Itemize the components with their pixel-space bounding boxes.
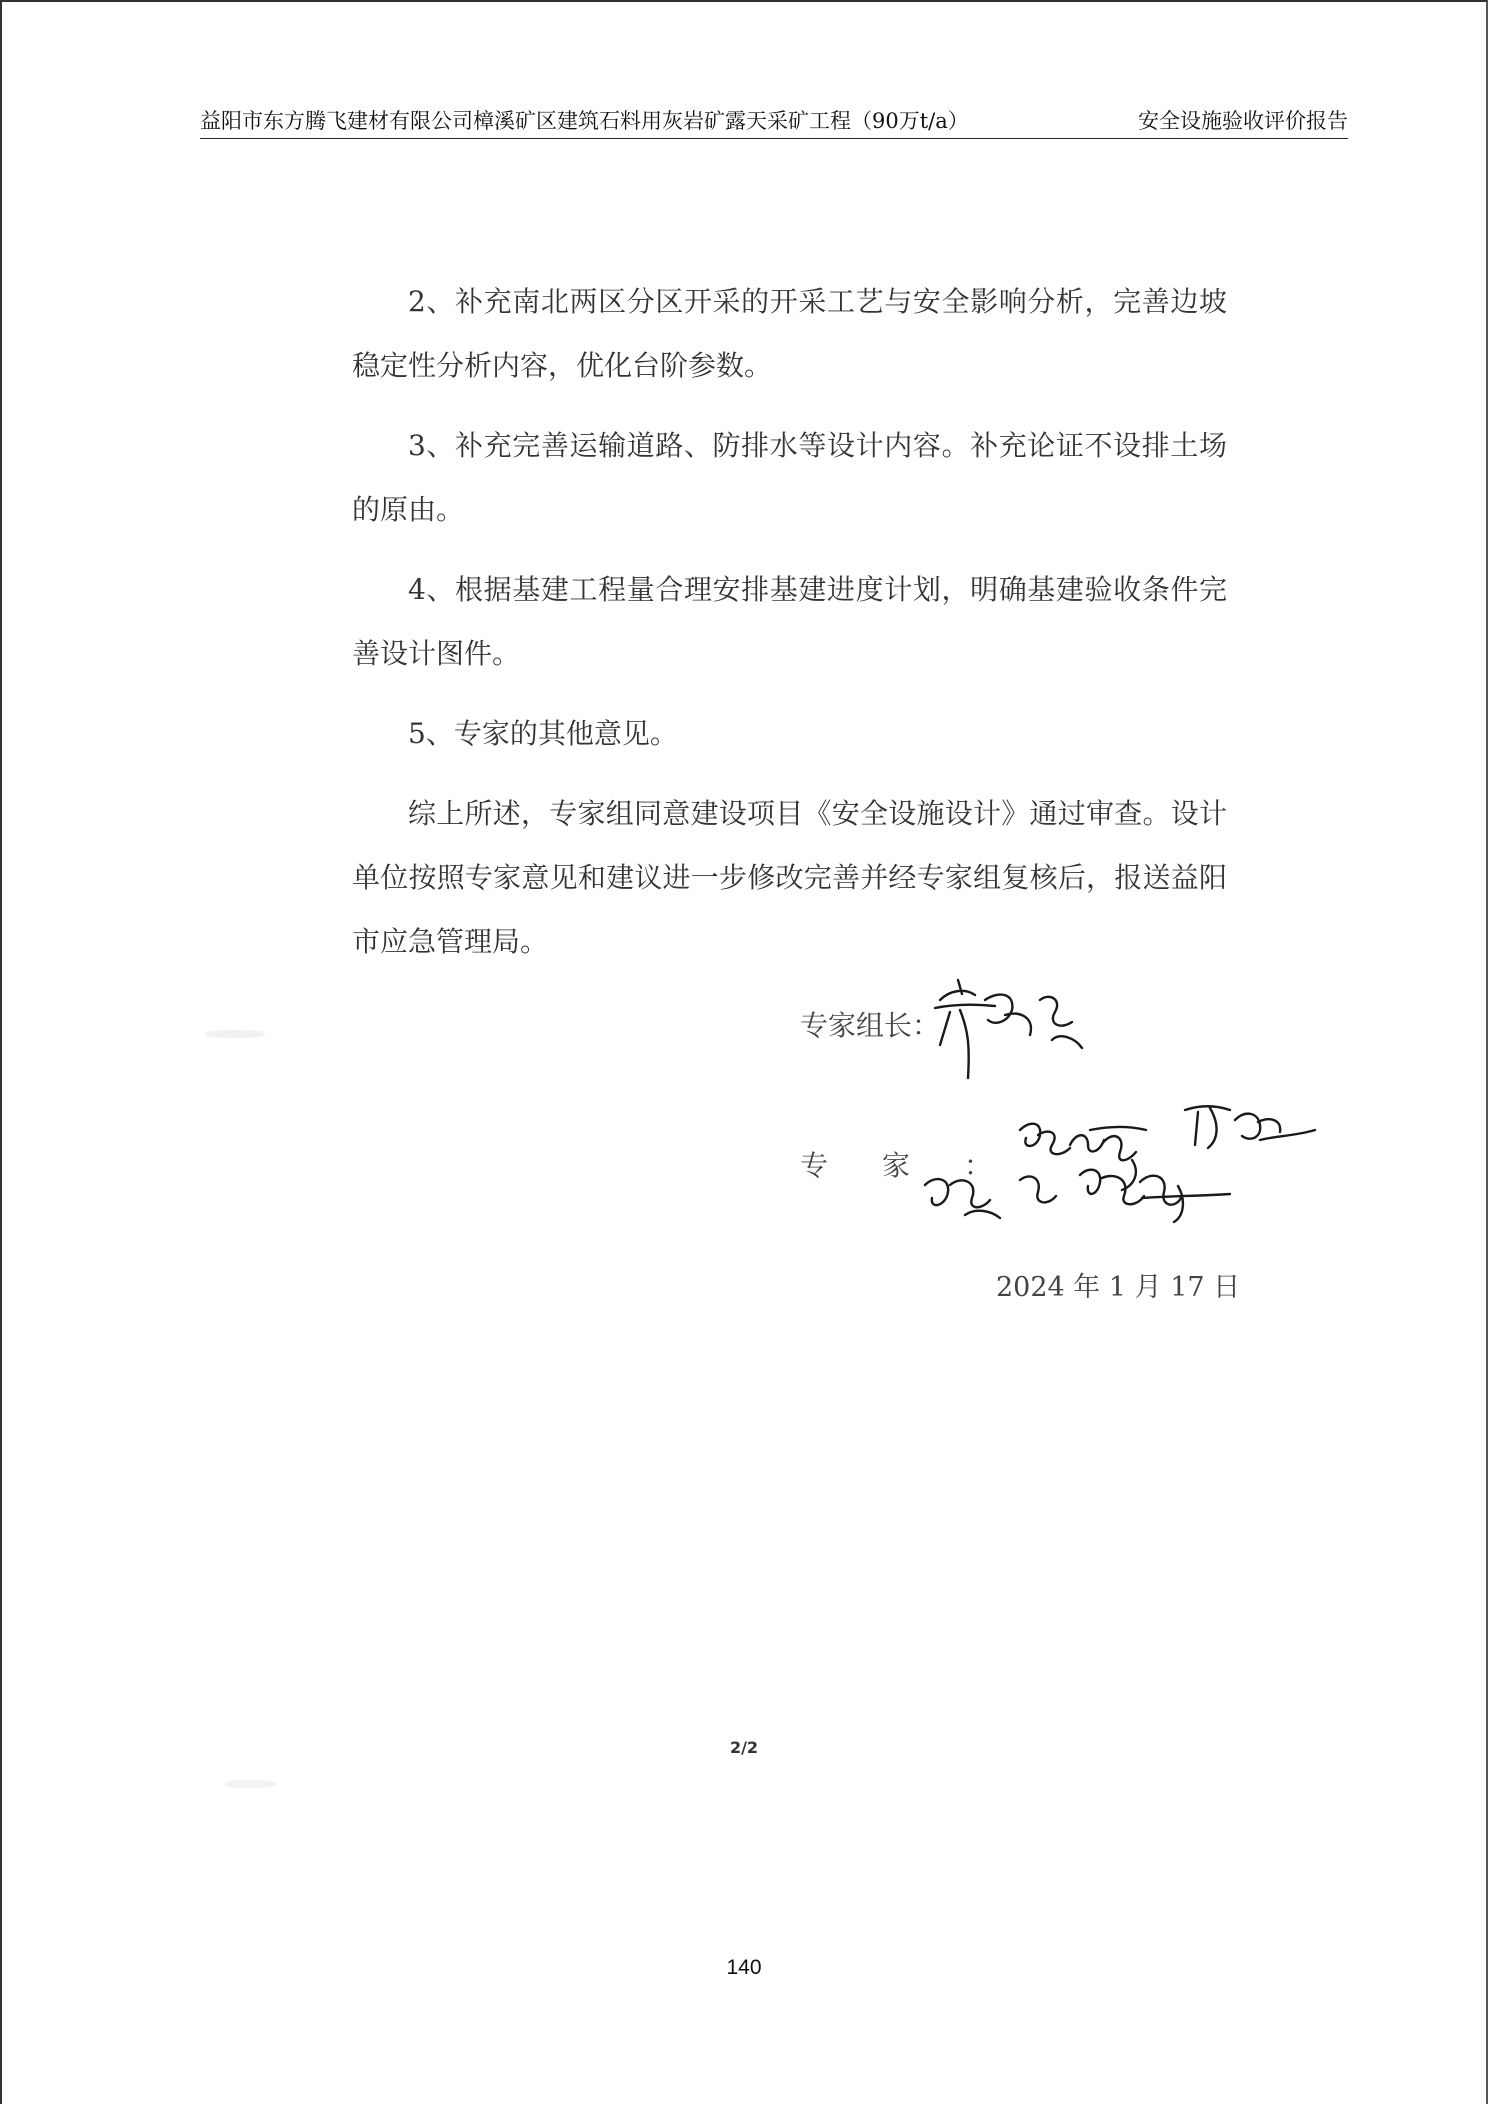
header-document-title: 益阳市东方腾飞建材有限公司樟溪矿区建筑石料用灰岩矿露天采矿工程（90万t/a） [200,109,969,133]
paragraph-item-4: 4、根据基建工程量合理安排基建进度计划，明确基建验收条件完善设计图件。 [352,573,1227,670]
paragraph-item-3: 3、补充完善运输道路、防排水等设计内容。补充论证不设排土场的原由。 [352,429,1227,526]
expert-signature-2 [1185,1106,1315,1148]
expert-leader-label: 专家组长： [800,1009,941,1042]
expert-signature-1 [1020,1124,1146,1190]
body-text [352,270,1227,990]
scan-smudge [225,1780,275,1788]
header-report-name: 安全设施验收评价报告 [1138,109,1348,133]
scan-smudge [205,1030,265,1038]
paragraph-item-2: 2、补充南北两区分区开采的开采工艺与安全影响分析，完善边坡稳定性分析内容，优化台阶参数。 [352,285,1227,382]
expert-signature-3 [925,1176,1056,1218]
expert-label: 专家： [800,1149,1047,1182]
signature-date: 2024 年 1 月 17 日 [996,1272,1241,1303]
handwritten-signatures [790,960,1350,1260]
paragraph-item-5: 5、专家的其他意见。 [408,717,678,750]
expert-signature-4 [1080,1170,1230,1222]
signature-block [790,960,1350,1320]
page-header [200,104,1348,139]
paragraph-conclusion: 综上所述，专家组同意建设项目《安全设施设计》通过审查。设计单位按照专家意见和建议进一步修改完善并经专家组复核后，报送益阳市应急管理局。 [352,797,1227,958]
inner-page-number: 2/2 [729,1738,759,1757]
leader-signature [935,980,1082,1078]
page-number: 140 [726,1956,762,1979]
